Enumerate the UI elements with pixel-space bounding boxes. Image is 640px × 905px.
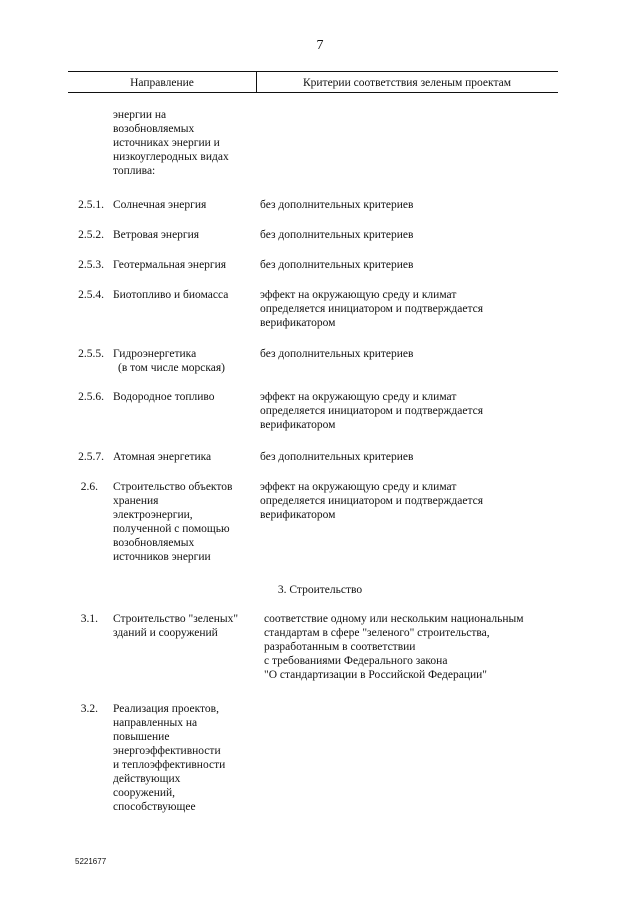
direction-line: электроэнергии, [113, 509, 193, 521]
row-direction [113, 390, 258, 404]
row-direction [113, 450, 258, 464]
direction-line: направленных на [113, 717, 198, 729]
criteria-line: разработанным в соответствии [264, 641, 416, 653]
section-title: 3. Строительство [277, 584, 363, 596]
criteria-line: без дополнительных критериев [260, 451, 414, 463]
row-criteria [260, 258, 560, 272]
direction-line: зданий и сооружений [113, 627, 218, 639]
row-criteria [260, 480, 560, 522]
row-criteria [260, 450, 560, 464]
criteria-line: соответствие одному или нескольким национальным [264, 613, 524, 625]
criteria-line: определяется инициатором и подтверждается [260, 405, 484, 417]
criteria-line: без дополнительных критериев [260, 229, 414, 241]
direction-line: действующих [113, 773, 181, 785]
row-criteria [260, 288, 560, 330]
intro-line: возобновляемых [113, 123, 195, 135]
header-bottom-rule [68, 92, 558, 93]
criteria-line: верификатором [260, 419, 336, 431]
row-direction [113, 198, 258, 212]
row-number: 2.5.2. [78, 229, 104, 241]
direction-line: хранения [113, 495, 159, 507]
row-direction [113, 480, 258, 564]
criteria-line: с требованиями Федерального закона [264, 655, 448, 667]
intro-line: низкоуглеродных видах [113, 151, 229, 163]
criteria-line: стандартам в сфере "зеленого" строительства, [264, 627, 490, 639]
direction-line: полученной с помощью [113, 523, 230, 535]
direction-line: Биотопливо и биомасса [113, 289, 229, 301]
table-top-rule [68, 71, 558, 72]
direction-line: Водородное топливо [113, 391, 215, 403]
direction-line: Солнечная энергия [113, 199, 207, 211]
direction-line: возобновляемых [113, 537, 195, 549]
criteria-line: без дополнительных критериев [260, 199, 414, 211]
row-number: 2.5.3. [78, 259, 104, 271]
criteria-line: определяется инициатором и подтверждается [260, 495, 484, 507]
intro-line: топлива: [113, 165, 156, 177]
row-direction [113, 702, 258, 814]
direction-line: (в том числе морская) [118, 362, 225, 374]
direction-line: и теплоэффективности [113, 759, 226, 771]
direction-line: Гидроэнергетика [113, 348, 197, 360]
row-number: 3.1. [80, 613, 98, 625]
criteria-line: верификатором [260, 509, 336, 521]
row-number: 2.6. [80, 481, 98, 493]
row-direction [113, 258, 258, 272]
page-number: 7 [316, 38, 324, 53]
direction-line: Геотермальная энергия [113, 259, 227, 271]
criteria-line: эффект на окружающую среду и климат [260, 481, 457, 493]
criteria-line: верификатором [260, 317, 336, 329]
criteria-line: "О стандартизации в Российской Федерации" [264, 669, 487, 681]
row-direction [113, 228, 258, 242]
row-number: 2.5.4. [78, 289, 104, 301]
direction-line: Реализация проектов, [113, 703, 219, 715]
direction-line: сооружений, [113, 787, 176, 799]
direction-line: Атомная энергетика [113, 451, 212, 463]
row-number: 3.2. [80, 703, 98, 715]
document-code: 5221677 [75, 857, 107, 866]
criteria-line: без дополнительных критериев [260, 259, 414, 271]
criteria-line: эффект на окружающую среду и климат [260, 391, 457, 403]
criteria-line: без дополнительных критериев [260, 348, 414, 360]
direction-line: способствующее [113, 801, 196, 813]
header-criteria: Критерии соответствия зеленым проектам [302, 77, 512, 89]
row-direction [113, 288, 258, 302]
row-criteria [260, 390, 560, 432]
criteria-line: определяется инициатором и подтверждается [260, 303, 484, 315]
row-direction [113, 347, 258, 375]
header-direction: Направление [130, 77, 194, 89]
row-criteria [260, 198, 560, 212]
direction-line: энергоэффективности [113, 745, 221, 757]
row-criteria [260, 347, 560, 361]
intro-line: энергии на [113, 109, 167, 121]
direction-line: повышение [113, 731, 170, 743]
direction-line: Строительство объектов [113, 481, 233, 493]
row-number: 2.5.6. [78, 391, 104, 403]
row-criteria [260, 228, 560, 242]
row-criteria [264, 612, 564, 682]
criteria-line: эффект на окружающую среду и климат [260, 289, 457, 301]
direction-line: Строительство "зеленых" [113, 613, 239, 625]
row-direction [113, 612, 258, 640]
row-number: 2.5.1. [78, 199, 104, 211]
direction-line: Ветровая энергия [113, 229, 200, 241]
intro-text [113, 108, 258, 178]
row-number: 2.5.7. [78, 451, 104, 463]
row-number: 2.5.5. [78, 348, 104, 360]
direction-line: источников энергии [113, 551, 211, 563]
intro-line: источниках энергии и [113, 137, 220, 149]
